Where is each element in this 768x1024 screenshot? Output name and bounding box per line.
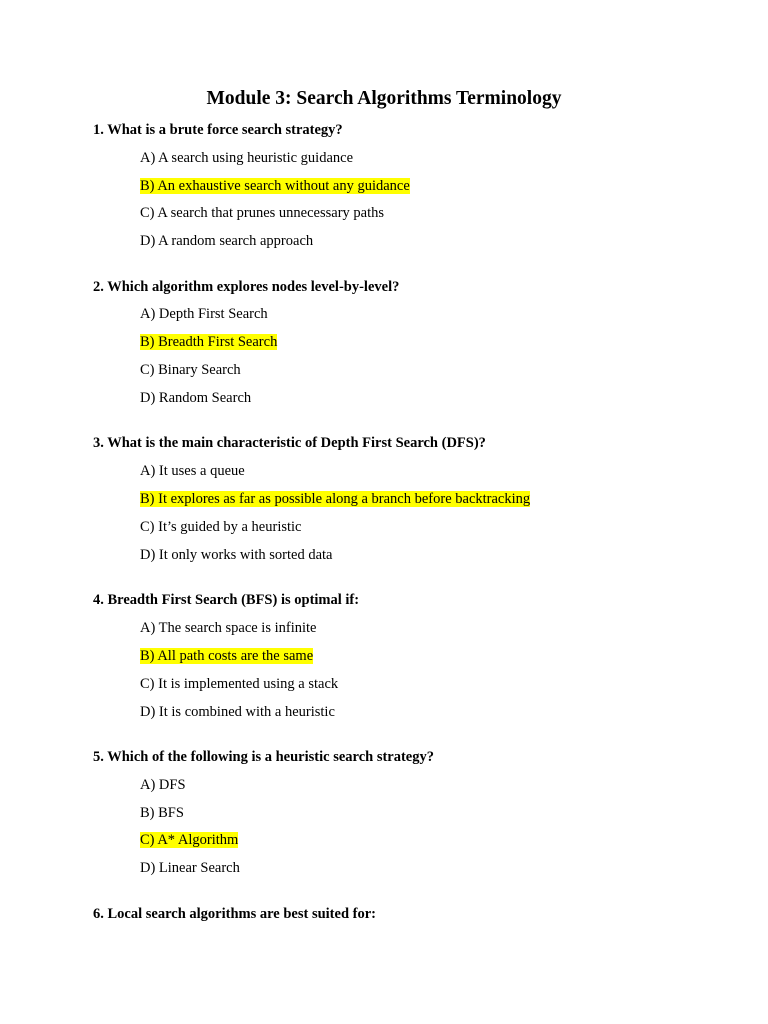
- q4-option-b: [140, 647, 313, 665]
- option-text: A) It uses a queue: [140, 463, 245, 479]
- q2-option-d: [140, 389, 251, 407]
- option-text: C) It’s guided by a heuristic: [140, 519, 302, 535]
- q1-option-b: [140, 177, 410, 195]
- option-text: A) DFS: [140, 777, 186, 793]
- q1-option-d: [140, 232, 313, 250]
- q1-option-a: [140, 149, 353, 167]
- option-text: A) A search using heuristic guidance: [140, 150, 354, 166]
- option-text-highlighted: B) All path costs are the same: [140, 648, 314, 664]
- option-text: D) It only works with sorted data: [140, 547, 333, 563]
- q1-option-c: [140, 204, 384, 222]
- q3-option-d: [140, 546, 333, 564]
- option-text-highlighted: C) A* Algorithm: [140, 832, 239, 848]
- question-2: 2. Which algorithm explores nodes level-by-level?: [93, 279, 400, 295]
- option-text: D) A random search approach: [140, 233, 314, 249]
- option-text: A) Depth First Search: [140, 306, 268, 322]
- q2-option-b: [140, 333, 277, 351]
- q5-option-a: [140, 776, 186, 794]
- option-text: C) It is implemented using a stack: [140, 676, 339, 692]
- option-text: D) Random Search: [140, 390, 252, 406]
- option-text: B) BFS: [140, 805, 184, 821]
- q2-option-a: [140, 305, 268, 323]
- question-1: 1. What is a brute force search strategy?: [93, 122, 343, 138]
- question-6: 6. Local search algorithms are best suited for:: [93, 906, 376, 922]
- q4-option-c: [140, 675, 338, 693]
- question-5: 5. Which of the following is a heuristic search strategy?: [93, 749, 434, 765]
- q4-option-a: [140, 619, 317, 637]
- question-4: 4. Breadth First Search (BFS) is optimal if:: [93, 592, 360, 608]
- option-text: D) Linear Search: [140, 860, 240, 876]
- option-text: C) A search that prunes unnecessary paths: [140, 205, 385, 221]
- option-text: C) Binary Search: [140, 362, 241, 378]
- page-title: Module 3: Search Algorithms Terminology: [206, 88, 562, 109]
- option-text-highlighted: B) It explores as far as possible along a branch before backtracking: [140, 491, 531, 507]
- question-3: 3. What is the main characteristic of Depth First Search (DFS)?: [93, 435, 486, 451]
- q2-option-c: [140, 361, 241, 379]
- option-text: A) The search space is infinite: [140, 620, 317, 636]
- q5-option-c: [140, 831, 238, 849]
- option-text-highlighted: B) An exhaustive search without any guidance: [140, 178, 410, 194]
- q5-option-b: [140, 804, 184, 822]
- q3-option-a: [140, 462, 245, 480]
- option-text-highlighted: B) Breadth First Search: [140, 334, 278, 350]
- option-text: D) It is combined with a heuristic: [140, 704, 335, 720]
- q5-option-d: [140, 859, 240, 877]
- q3-option-b: [140, 490, 530, 508]
- q4-option-d: [140, 703, 335, 721]
- q3-option-c: [140, 518, 301, 536]
